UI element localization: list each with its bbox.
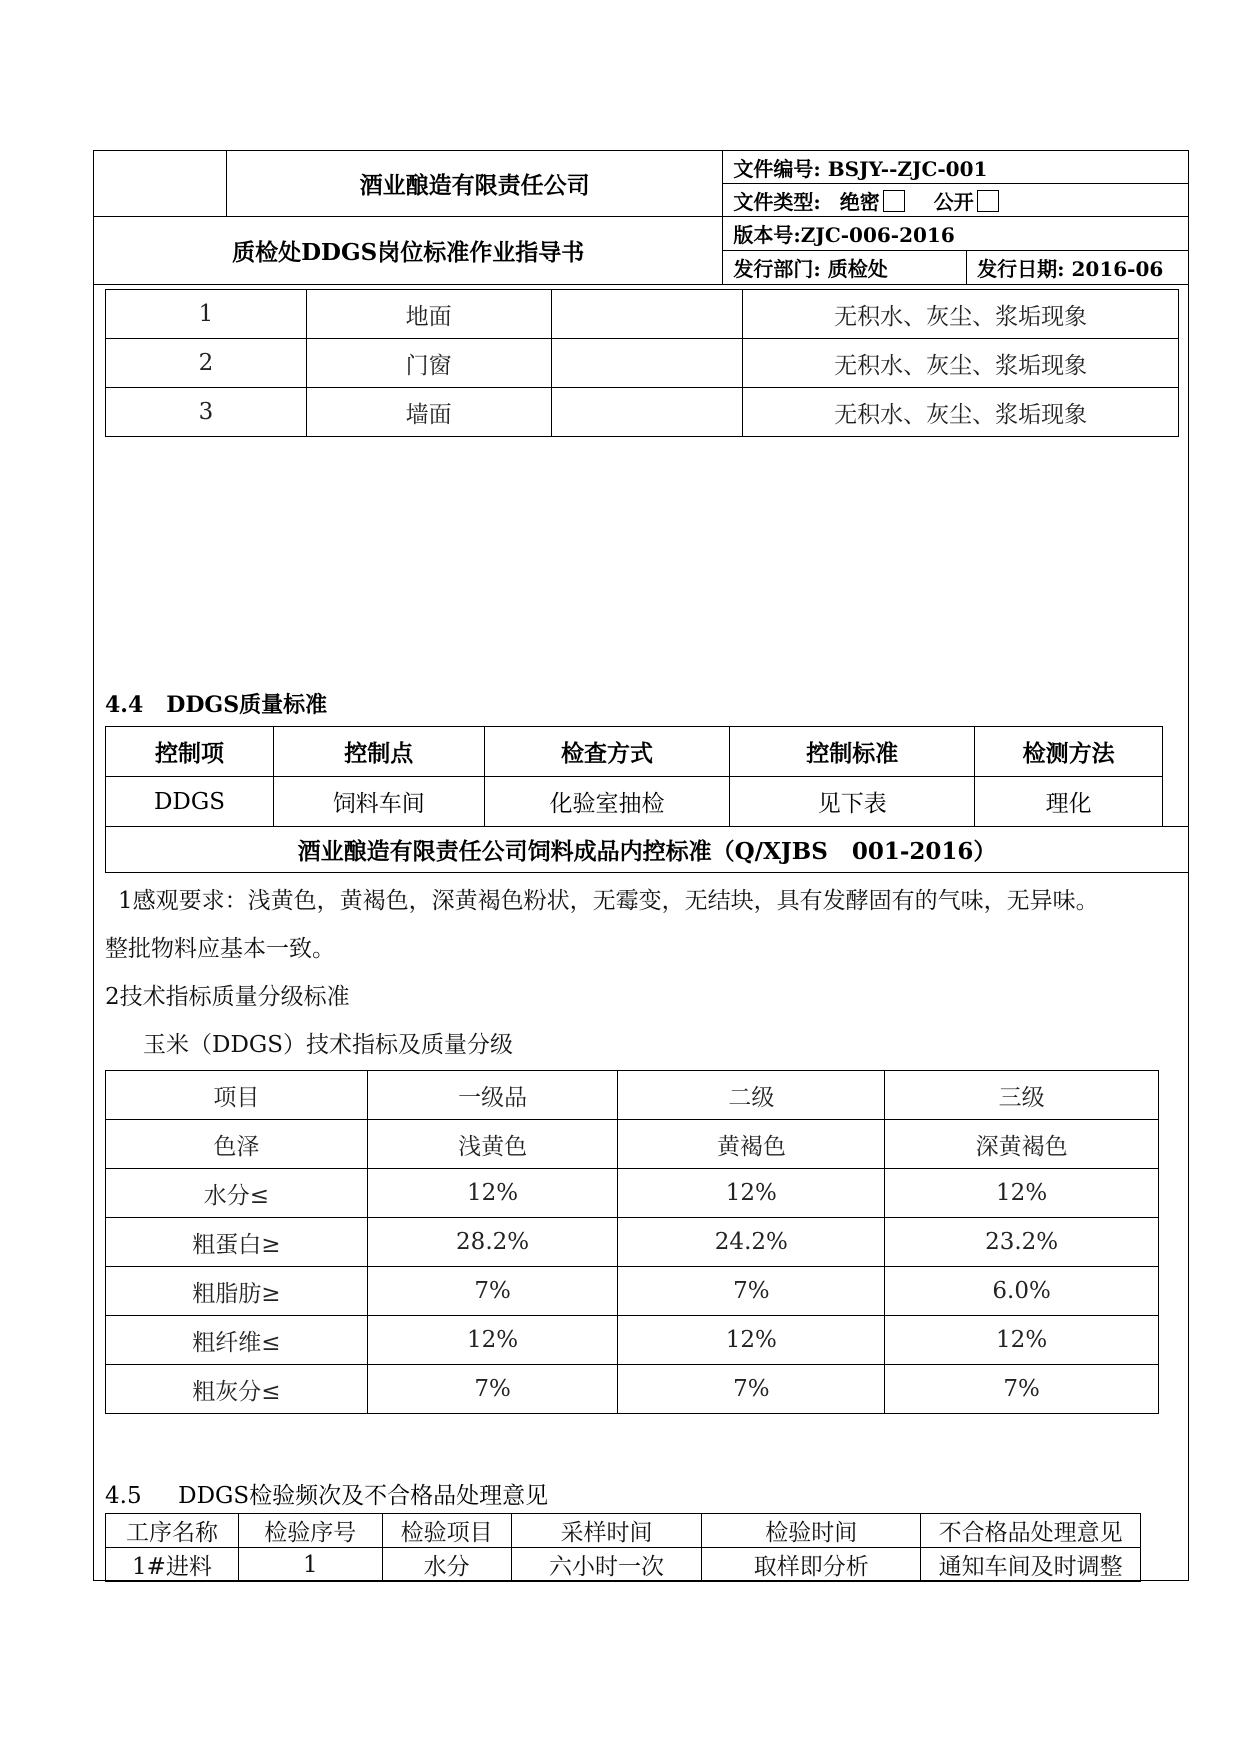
secret-checkbox[interactable] [883,190,905,212]
cell: 地面 [306,290,551,339]
cell: 理化 [975,777,1163,827]
cell: 7% [618,1365,885,1414]
cell: 3 [106,388,307,437]
cell [551,339,743,388]
header-cell: 三级 [885,1071,1159,1120]
table-row [106,777,1163,827]
table-row [106,290,1179,339]
cell: 无积水、灰尘、浆垢现象 [743,339,1179,388]
cell: 12% [618,1316,885,1365]
table-row [106,1120,1159,1169]
version-number: 版本号:ZJC-006-2016 [723,217,1189,251]
file-type-label: 文件类型: [733,189,821,214]
cell: 门窗 [306,339,551,388]
table-row [106,339,1179,388]
cell: 饲料车间 [273,777,484,827]
section-4-5-title: 4.5 DDGS检验频次及不合格品处理意见 [105,1483,549,1509]
cell: 7% [618,1267,885,1316]
issue-date: 发行日期: 2016-06 [967,251,1189,285]
caption-table [105,826,1189,873]
file-number: 文件编号: BSJY--ZJC-001 [723,151,1189,184]
cell: 黄褐色 [618,1120,885,1169]
table-row [106,1316,1159,1365]
table-row [106,1267,1159,1316]
cell: 深黄褐色 [885,1120,1159,1169]
grade-table [105,1070,1159,1414]
cell: 7% [367,1365,618,1414]
cell: 取样即分析 [702,1548,921,1582]
cell: 1 [106,290,307,339]
cell: 12% [367,1169,618,1218]
sensory-requirement-line1: 1感观要求：浅黄色，黄褐色，深黄褐色粉状，无霉变，无结块，具有发酵固有的气味，无异味。 [118,888,1099,914]
cell: 粗纤维≤ [106,1316,368,1365]
table-row [106,1218,1159,1267]
table-header-row [106,1071,1159,1120]
header-cell: 检验时间 [702,1514,921,1548]
cell: 水分≤ [106,1169,368,1218]
cell [551,290,743,339]
header-cell: 控制点 [273,727,484,777]
header-cell: 不合格品处理意见 [921,1514,1141,1548]
cell: 墙面 [306,388,551,437]
cell: 1 [238,1548,382,1582]
cell: 浅黄色 [367,1120,618,1169]
cell: 23.2% [885,1218,1159,1267]
document-header [93,150,1189,285]
quality-standard-table [105,726,1163,827]
cell: 28.2% [367,1218,618,1267]
cell: 12% [885,1169,1159,1218]
cell: 12% [367,1316,618,1365]
table-row [106,388,1179,437]
cell: 7% [885,1365,1159,1414]
cell: 见下表 [730,777,975,827]
cell: 水分 [382,1548,511,1582]
cell: 粗脂肪≥ [106,1267,368,1316]
table-row [106,1548,1141,1582]
logo-cell [94,151,227,217]
grade-table-title: 玉米（DDGS）技术指标及质量分级 [143,1032,514,1058]
environment-table [105,289,1179,437]
cell: 12% [618,1169,885,1218]
file-type [723,184,1189,217]
header-cell: 检验项目 [382,1514,511,1548]
issuing-dept: 发行部门: 质检处 [723,251,967,285]
table-header-row [106,727,1163,777]
cell: DDGS [106,777,274,827]
header-cell: 项目 [106,1071,368,1120]
cell: 无积水、灰尘、浆垢现象 [743,290,1179,339]
sensory-requirement-line2: 整批物料应基本一致。 [105,936,335,962]
standard-caption: 酒业酿造有限责任公司饲料成品内控标准（Q/XJBS 001-2016） [106,827,1189,873]
cell: 2 [106,339,307,388]
header-cell: 控制项 [106,727,274,777]
cell: 12% [885,1316,1159,1365]
header-cell: 检验序号 [238,1514,382,1548]
cell: 色泽 [106,1120,368,1169]
header-cell: 工序名称 [106,1514,239,1548]
table-row [106,1169,1159,1218]
table-row [106,1365,1159,1414]
cell: 无积水、灰尘、浆垢现象 [743,388,1179,437]
header-cell: 控制标准 [730,727,975,777]
header-cell: 检测方法 [975,727,1163,777]
cell: 通知车间及时调整 [921,1548,1141,1582]
cell: 化验室抽检 [484,777,730,827]
header-cell: 采样时间 [511,1514,702,1548]
cell: 6.0% [885,1267,1159,1316]
header-cell: 一级品 [367,1071,618,1120]
table-header-row [106,1514,1141,1548]
secret-label: 绝密 [839,189,880,214]
cell: 粗蛋白≥ [106,1218,368,1267]
cell: 粗灰分≤ [106,1365,368,1414]
doc-title: 质检处DDGS岗位标准作业指导书 [94,217,723,285]
public-checkbox[interactable] [977,190,999,212]
header-cell: 二级 [618,1071,885,1120]
cell: 六小时一次 [511,1548,702,1582]
company-name: 酒业酿造有限责任公司 [226,151,723,217]
public-label: 公开 [933,189,974,214]
section-4-4-title: 4.4 DDGS质量标准 [105,692,328,718]
cell: 1#进料 [106,1548,239,1582]
cell: 7% [367,1267,618,1316]
cell: 24.2% [618,1218,885,1267]
inspection-frequency-table [105,1513,1141,1582]
cell [551,388,743,437]
grading-standard-heading: 2技术指标质量分级标准 [105,984,350,1010]
header-cell: 检查方式 [484,727,730,777]
